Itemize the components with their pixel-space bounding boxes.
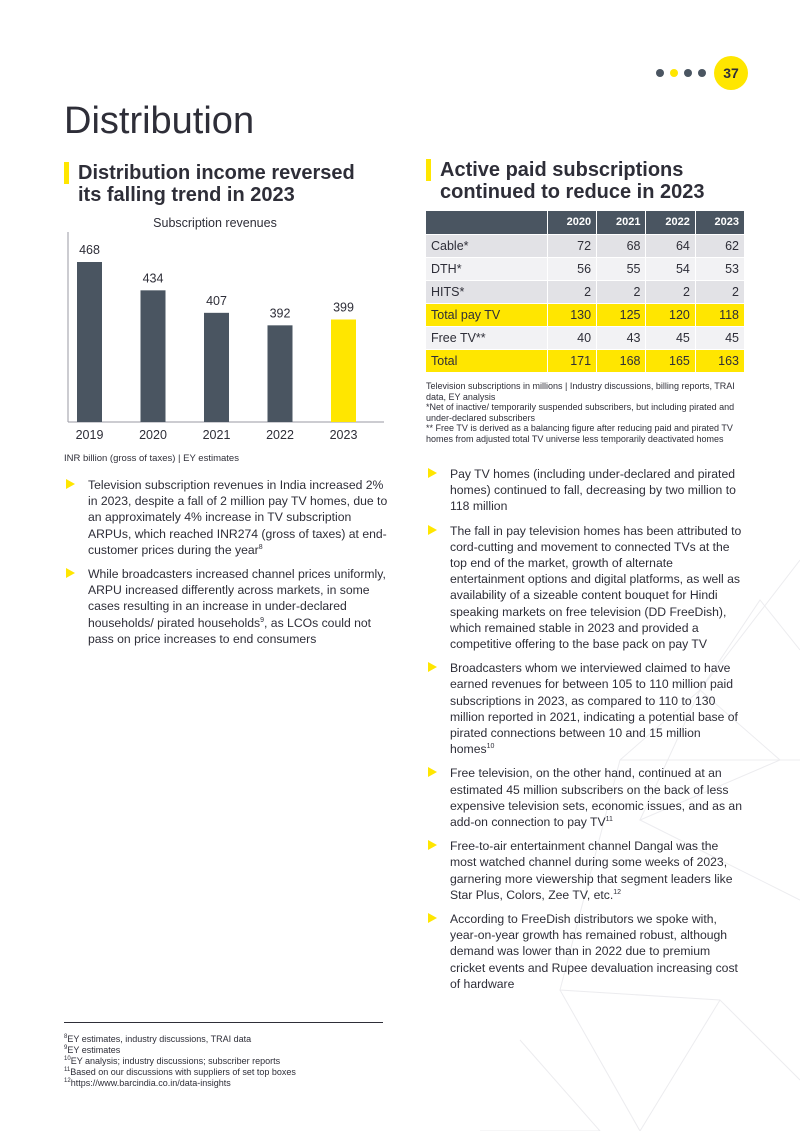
row-label: Total pay TV: [426, 303, 547, 326]
table-cell: 125: [597, 303, 646, 326]
table-cell: 171: [547, 349, 596, 372]
chart-category-label: 2023: [329, 428, 358, 442]
left-heading-text: Distribution income reversed its falling trend in 2023: [78, 162, 355, 206]
row-label: Free TV**: [426, 326, 547, 349]
table-cell: 45: [646, 326, 695, 349]
table-cell: 53: [695, 257, 744, 280]
bullet-text: While broadcasters increased channel prices uniformly, ARPU increased differently across markets, in some cases resulting in an increase in under-declared households/ pirated households: [88, 567, 386, 630]
table-note: Television subscriptions in millions | Industry discussions, billing reports, TRAI data, EY analysis: [426, 381, 735, 402]
chart-bar-2023: [331, 320, 356, 423]
chart-value-label: 434: [142, 271, 164, 286]
row-label: Cable*: [426, 234, 547, 257]
chart-value-label: 392: [269, 306, 291, 321]
footnote-ref: 10: [486, 743, 495, 751]
bullet-item: [426, 466, 748, 515]
bullet-item: [426, 660, 748, 757]
chart-bar-2020: [141, 290, 166, 422]
footnote: [64, 1078, 296, 1089]
table-cell: 64: [646, 234, 695, 257]
bullet-arrow-icon: [428, 840, 437, 850]
footnote-number: 12: [64, 1078, 71, 1084]
table-note: *Net of inactive/ temporarily suspended subscribers, but including pirated and under-declared subscribers: [426, 402, 735, 423]
table-note: ** Free TV is derived as a balancing figure after reducing paid and pirated TV homes from adjusted total TV universe less temporarily deactivated homes: [426, 423, 733, 444]
page-dot-active-icon: [670, 69, 678, 77]
left-section-heading: [64, 162, 364, 206]
chart-category-label: 2019: [75, 428, 104, 442]
table-cell: 55: [597, 257, 646, 280]
table-cell: 168: [597, 349, 646, 372]
subscriptions-table: [426, 211, 744, 372]
table-cell: 72: [547, 234, 596, 257]
footnote-text: EY estimates: [67, 1045, 121, 1055]
chart-bar-2019: [77, 262, 102, 422]
chart-source: INR billion (gross of taxes) | EY estimates: [64, 453, 239, 464]
right-section-heading: [426, 159, 746, 203]
footnote-text: Based on our discussions with suppliers of set top boxes: [70, 1067, 296, 1077]
footnote: [64, 1056, 296, 1067]
table-header-cell: 2020: [547, 211, 596, 234]
bullet-item: [426, 523, 748, 653]
page-dot-icon: [698, 69, 706, 77]
bullet-arrow-icon: [428, 525, 437, 535]
subscription-revenue-chart: [64, 232, 384, 444]
table-cell: 54: [646, 257, 695, 280]
table-notes: [426, 381, 751, 444]
table-cell: 43: [597, 326, 646, 349]
table-cell: 163: [695, 349, 744, 372]
footnote-text: https://www.barcindia.co.in/data-insights: [70, 1078, 231, 1088]
footnote-text: EY estimates, industry discussions, TRAI data: [67, 1034, 252, 1044]
table-header-cell: 2022: [646, 211, 695, 234]
bullet-arrow-icon: [428, 662, 437, 672]
chart-category-label: 2021: [202, 428, 231, 442]
table-cell: 130: [547, 303, 596, 326]
footnotes: [64, 1034, 296, 1089]
bullet-arrow-icon: [428, 767, 437, 777]
table-cell: 56: [547, 257, 596, 280]
bullet-arrow-icon: [66, 568, 75, 578]
chart-category-label: 2022: [266, 428, 294, 442]
chart-bar-2021: [204, 313, 229, 422]
page-title: Distribution: [64, 100, 255, 142]
chart-value-label: 399: [333, 300, 354, 315]
bullet-text: Television subscription revenues in India increased 2% in 2023, despite a fall of 2 million pay TV homes, due to an approximately 4% increase in TV subscription ARPUs, which reached INR274 (gross of taxes) at end-customer prices during the year: [88, 478, 388, 557]
table-cell: 2: [646, 280, 695, 303]
table-cell: 68: [597, 234, 646, 257]
footnote-text: EY analysis; industry discussions; subscriber reports: [70, 1056, 281, 1066]
bullet-item: [64, 477, 394, 558]
table-row: [426, 234, 744, 257]
table-row: [426, 303, 744, 326]
page-dot-icon: [656, 69, 664, 77]
chart-value-label: 468: [79, 243, 100, 257]
table-cell: 2: [695, 280, 744, 303]
footnote-number: 8: [64, 1034, 68, 1040]
bullet-arrow-icon: [428, 468, 437, 478]
footnote-ref: 8: [258, 543, 263, 551]
table-cell: 45: [695, 326, 744, 349]
table-header-row: [426, 211, 744, 234]
table-cell: 62: [695, 234, 744, 257]
table-row: [426, 257, 744, 280]
bullet-text-tail: , as LCOs could not pass on price increases to end consumers: [88, 615, 372, 646]
table-row: [426, 349, 744, 372]
footnote-number: 11: [64, 1067, 71, 1073]
heading-accent-bar: [426, 159, 431, 181]
table-header-cell: 2023: [695, 211, 744, 234]
right-bullet-list: [426, 466, 748, 1000]
footnote-number: 9: [64, 1045, 68, 1051]
footnote-number: 10: [64, 1056, 71, 1062]
table-row: [426, 326, 744, 349]
row-label: Total: [426, 349, 547, 372]
table-cell: 120: [646, 303, 695, 326]
bullet-text: Free-to-air entertainment channel Dangal was the most watched channel during some weeks of 2023, garnering more viewership that segment leaders like Star Plus, Colors, Zee TV, etc.: [450, 839, 733, 902]
footnote-ref: 12: [613, 888, 622, 896]
row-label: DTH*: [426, 257, 547, 280]
heading-accent-bar: [64, 162, 69, 184]
bullet-item: [64, 566, 394, 647]
table-row: [426, 280, 744, 303]
bullet-item: [426, 838, 748, 903]
bullet-text: Broadcasters whom we interviewed claimed to have earned revenues for between 105 to 110 million paid subscriptions in 2023, as compared to 110 to 130 million reported in 2021, indicating a potential base of pirated connections between 10 and 15 million homes: [450, 661, 738, 757]
bullet-item: [426, 765, 748, 830]
footnote-ref: 9: [260, 616, 265, 624]
table-cell: 165: [646, 349, 695, 372]
bullet-arrow-icon: [428, 913, 437, 923]
bullet-item: [426, 911, 748, 992]
chart-category-label: 2020: [139, 428, 167, 442]
table-cell: 2: [597, 280, 646, 303]
right-heading-text: Active paid subscriptions continued to reduce in 2023: [440, 159, 705, 203]
bullet-text: Pay TV homes (including under-declared and pirated homes) continued to fall, decreasing by two million to 118 million: [450, 467, 736, 514]
table-cell: 118: [695, 303, 744, 326]
chart-value-label: 407: [206, 293, 227, 308]
left-bullet-list: [64, 477, 394, 655]
chart-title: Subscription revenues: [153, 216, 277, 230]
footnote-ref: 11: [605, 816, 613, 823]
row-label: HITS*: [426, 280, 547, 303]
footnote: [64, 1045, 296, 1056]
chart-bar-2022: [268, 325, 293, 422]
footnote: [64, 1034, 296, 1045]
bullet-text: Free television, on the other hand, continued at an estimated 45 million subscribers on the back of less expensive television sets, economic issues, and as an add-on connection to pay TV: [450, 766, 742, 830]
footnote: [64, 1067, 296, 1078]
table-header-cell: [426, 211, 547, 234]
bullet-arrow-icon: [66, 479, 75, 489]
table-cell: 40: [547, 326, 596, 349]
bullet-text: According to FreeDish distributors we spoke with, year-on-year growth has remained robust, although demand was lower than in 2022 due to premium cricket events and Rupee devaluation increasing cost of hardware: [450, 912, 738, 991]
table-cell: 2: [547, 280, 596, 303]
footnote-divider: [64, 1022, 383, 1023]
table-header-cell: 2021: [597, 211, 646, 234]
page-dot-icon: [684, 69, 692, 77]
page-indicator: [656, 56, 748, 90]
page-number: 37: [714, 56, 748, 90]
bullet-text: The fall in pay television homes has been attributed to cord-cutting and movement to connected TVs at the top end of the market, growth of alternate entertainment options and digital platforms, as well as availability of a sizeable content bouquet for Hindi speaking markets on free television (DD FreeDish), which remained stable in 2023 and provided a competitive offering to the base pack on pay TV: [450, 523, 742, 652]
